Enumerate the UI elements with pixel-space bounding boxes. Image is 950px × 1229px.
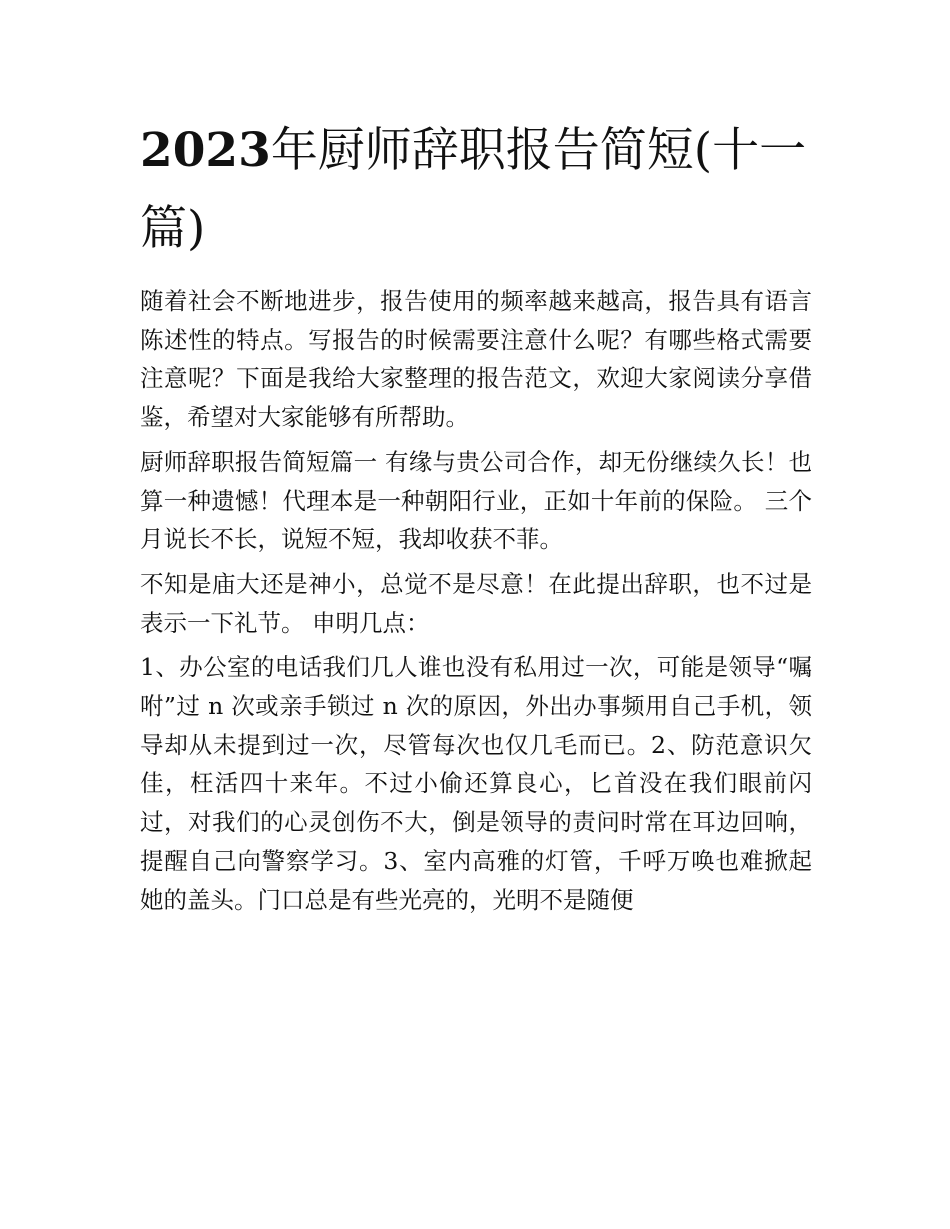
intro-paragraph: 随着社会不断地进步，报告使用的频率越来越高，报告具有语言陈述性的特点。写报告的时候需要注意什么呢？有哪些格式需要注意呢？下面是我给大家整理的报告范文，欢迎大家阅读分享借鉴，希望对大家能够有所帮助。 xyxy=(140,287,812,432)
paragraph-points: 1、办公室的电话我们几人谁也没有私用过一次，可能是领导“嘱咐”过 n 次或亲手锁过 n 次的原因，外出办事频用自己手机，领导却从未提到过一次，尽管每次也仅几毛而已。2、防范意识欠佳，枉活四十来年。不过小偷还算良心，匕首没在我们眼前闪过，对我们的心灵创伤不大，倒是领导的责问时常在耳边回响，提醒自己向警察学习。3、室内高雅的灯管，千呼万唤也难掀起她的盖头。门口总是有些光亮的，光明不是随便 xyxy=(140,653,812,914)
document-body xyxy=(140,282,812,925)
paragraph-resignation-note: 不知是庙大还是神小，总觉不是尽意！在此提出辞职，也不过是表示一下礼节。 申明几点： xyxy=(140,569,812,637)
paragraph-part-one: 厨师辞职报告简短篇一 有缘与贵公司合作，却无份继续久长！也算一种遗憾！代理本是一种朝阳行业，正如十年前的保险。 三个月说长不长，说短不短，我却收获不菲。 xyxy=(140,447,812,554)
document-title xyxy=(140,112,820,268)
title-text: 年厨师辞职报告简短(十一篇) xyxy=(140,123,807,256)
title-year: 2023 xyxy=(140,123,271,178)
